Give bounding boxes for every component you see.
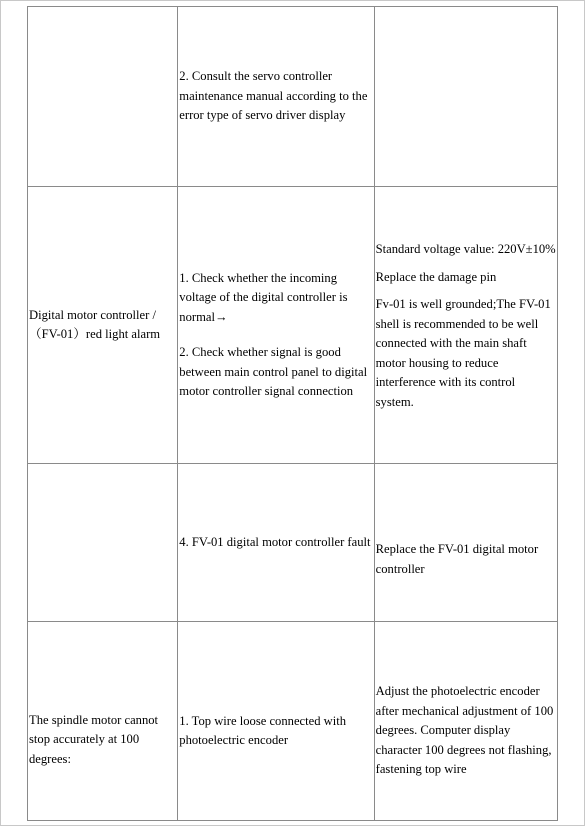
check-step: 2. Check whether signal is good between main control panel to digital motor controller signal connection xyxy=(179,345,368,398)
solution-cell xyxy=(374,622,557,821)
problem-cell xyxy=(28,464,178,622)
check-step: 4. FV-01 digital motor controller fault xyxy=(179,534,371,549)
problem-cell xyxy=(28,187,178,464)
problem-cell xyxy=(28,622,178,821)
problem-cell xyxy=(28,7,178,187)
check-step: 1. Top wire loose connected with photoelectric encoder xyxy=(179,713,347,747)
check-cell xyxy=(178,464,374,622)
solution-cell xyxy=(374,187,557,464)
troubleshooting-table xyxy=(27,6,558,821)
solution-text: Replace the FV-01 digital motor controller xyxy=(375,542,539,576)
solution-cell xyxy=(374,464,557,622)
check-cell xyxy=(178,7,374,187)
table-row xyxy=(28,7,558,187)
table-row xyxy=(28,622,558,821)
solution-text: Fv-01 is well grounded;The FV-01 shell is recommended to be well connected with the main shaft motor housing to reduce interference with its control system. xyxy=(375,297,551,409)
check-step: 1. Check whether the incoming voltage of the digital controller is normal→ xyxy=(179,270,348,324)
check-cell xyxy=(178,622,374,821)
solution-text: Adjust the photoelectric encoder after mechanical adjustment of 100 degrees. Computer display character 100 degrees not flashing, fastening top wire xyxy=(375,684,554,777)
problem-text: Digital motor controller /（FV-01）red light alarm xyxy=(29,307,161,341)
solution-text: Replace the damage pin xyxy=(375,269,497,284)
table-row xyxy=(28,464,558,622)
table-row xyxy=(28,187,558,464)
check-cell xyxy=(178,187,374,464)
problem-text: The spindle motor cannot stop accurately at 100 degrees: xyxy=(29,712,159,766)
solution-cell xyxy=(374,7,557,187)
solution-text: Standard voltage value: 220V±10% xyxy=(375,242,556,256)
check-step: 2. Consult the servo controller maintenance manual according to the error type of servo driver display xyxy=(179,69,368,123)
